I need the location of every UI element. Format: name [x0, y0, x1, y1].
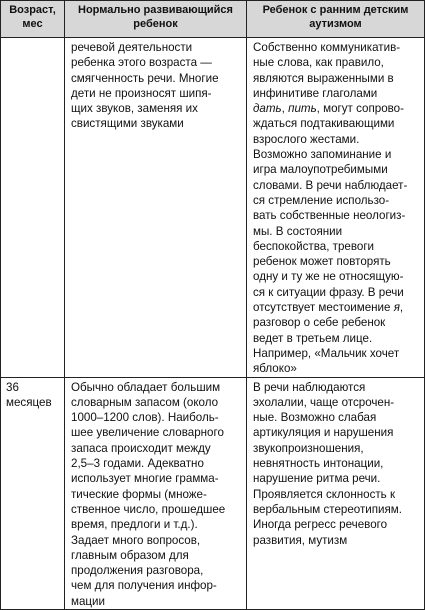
text-line: [253, 101, 419, 116]
text-line: главным образом для: [71, 548, 189, 562]
text-line: артикуляция и нарушения: [253, 426, 394, 440]
text-line: являются выраженными в: [253, 71, 394, 85]
text-line: свистящими звуками: [71, 117, 184, 131]
text-line: инфинитиве глаголами: [253, 86, 378, 100]
header-autism: [247, 1, 425, 38]
text-line: ведет в третьем лице.: [253, 331, 373, 345]
text-line: ные. Возможно слабая: [253, 411, 377, 425]
text-line: [253, 300, 419, 315]
text-line: развития, мутизм: [253, 533, 348, 547]
text-line: ные слова, как правило,: [253, 56, 384, 70]
text-line: невнятность интонации,: [253, 457, 384, 471]
normal-cell: [65, 38, 247, 378]
age-cell: [1, 38, 65, 378]
text-line: нарушение ритма речи.: [253, 472, 381, 486]
text-line: одну и ту же не относящую-: [253, 270, 404, 284]
header-normal-line: Нормально развивающийся: [78, 4, 233, 16]
text-line: беспокойства, тревоги: [253, 239, 375, 253]
text-line: использует многие грамма-: [71, 472, 219, 486]
header-age: [1, 1, 65, 38]
text-line: шее увеличение словарного: [71, 426, 224, 440]
text-line: ся стремление использо-: [253, 193, 390, 207]
text-line: мации: [71, 594, 106, 608]
text-fragment: отсутствует местоимение: [253, 301, 394, 315]
text-line: взрослого жестами.: [253, 132, 360, 146]
text-line: словарным запасом (около: [71, 395, 219, 409]
text-line: ребенка этого возраста —: [71, 56, 212, 70]
text-line: Обычно обладает большим: [71, 380, 221, 394]
autism-cell: [247, 38, 425, 378]
text-line: Возможно запоминание и: [253, 148, 392, 162]
text-line: ждаться подтакивающими: [253, 117, 395, 131]
table-header-row: [1, 1, 425, 38]
text-line: ственное число, прошедшее: [71, 502, 226, 516]
header-normal-line: ребенок: [133, 17, 178, 30]
text-fragment: , могут сопрово-: [316, 102, 404, 116]
text-line: словами. В речи наблюдает-: [253, 178, 408, 192]
header-age-line: Возраст,: [9, 4, 56, 16]
text-line: время, предлоги и т.д.).: [71, 518, 198, 532]
text-line: эхолалии, чаще отсрочен-: [253, 395, 395, 409]
text-line: ся к ситуации фразу. В речи: [253, 285, 404, 299]
table-row: [1, 377, 425, 609]
text-line: яблоко»: [253, 362, 297, 376]
age-text: [1, 38, 64, 40]
text-line: вать собственные неологиз-: [253, 209, 406, 223]
text-fragment: ,: [399, 301, 404, 315]
text-line: Например, «Мальчик хочет: [253, 346, 400, 360]
text-line: звукопроизношения,: [253, 441, 364, 455]
table-row: [1, 38, 425, 378]
header-normal: [65, 1, 247, 38]
text-line: 2,5–3 годами. Адекватно: [71, 457, 204, 471]
text-line: ребенок может повторять: [253, 255, 391, 269]
header-autism-line: Ребенок с ранним детским: [262, 4, 409, 16]
normal-cell: [65, 377, 247, 609]
text-line: разговор о себе ребенок: [253, 316, 386, 330]
emphasis-word: дать: [253, 102, 282, 116]
text-line: смягченность речи. Многие: [71, 71, 219, 85]
age-cell: [1, 377, 65, 609]
autism-cell: [247, 377, 425, 609]
emphasis-word: пить: [288, 102, 317, 116]
age-text: 36: [6, 380, 19, 394]
text-line: 1000–1200 слов). Наиболь-: [71, 411, 219, 425]
text-line: тические формы (множе-: [71, 487, 207, 501]
text-line: Задает много вопросов,: [71, 533, 201, 547]
text-line: мы. В состоянии: [253, 224, 343, 238]
text-line: щих звуков, заменяя их: [71, 102, 198, 116]
text-line: игра малоупотребимыми: [253, 163, 388, 177]
text-line: запаса происходит между: [71, 441, 211, 455]
text-line: речевой деятельности: [71, 41, 193, 54]
text-line: Собственно коммуникатив-: [253, 41, 401, 54]
header-autism-line: аутизмом: [309, 17, 362, 30]
text-fragment: ,: [281, 102, 289, 116]
header-age-line: мес: [22, 17, 43, 30]
age-text: месяцев: [6, 395, 52, 409]
text-line: Иногда регресс речевого: [253, 518, 388, 532]
text-line: Проявляется склонность к: [253, 487, 396, 501]
text-line: чем для получения инфор-: [71, 579, 217, 593]
emphasis-word: я: [393, 301, 400, 315]
text-line: продолжения разговора,: [71, 564, 204, 578]
text-line: дети не произносят шипя-: [71, 86, 212, 100]
text-line: вербальным стереотипиям.: [253, 502, 403, 516]
text-line: В речи наблюдаются: [253, 380, 366, 394]
